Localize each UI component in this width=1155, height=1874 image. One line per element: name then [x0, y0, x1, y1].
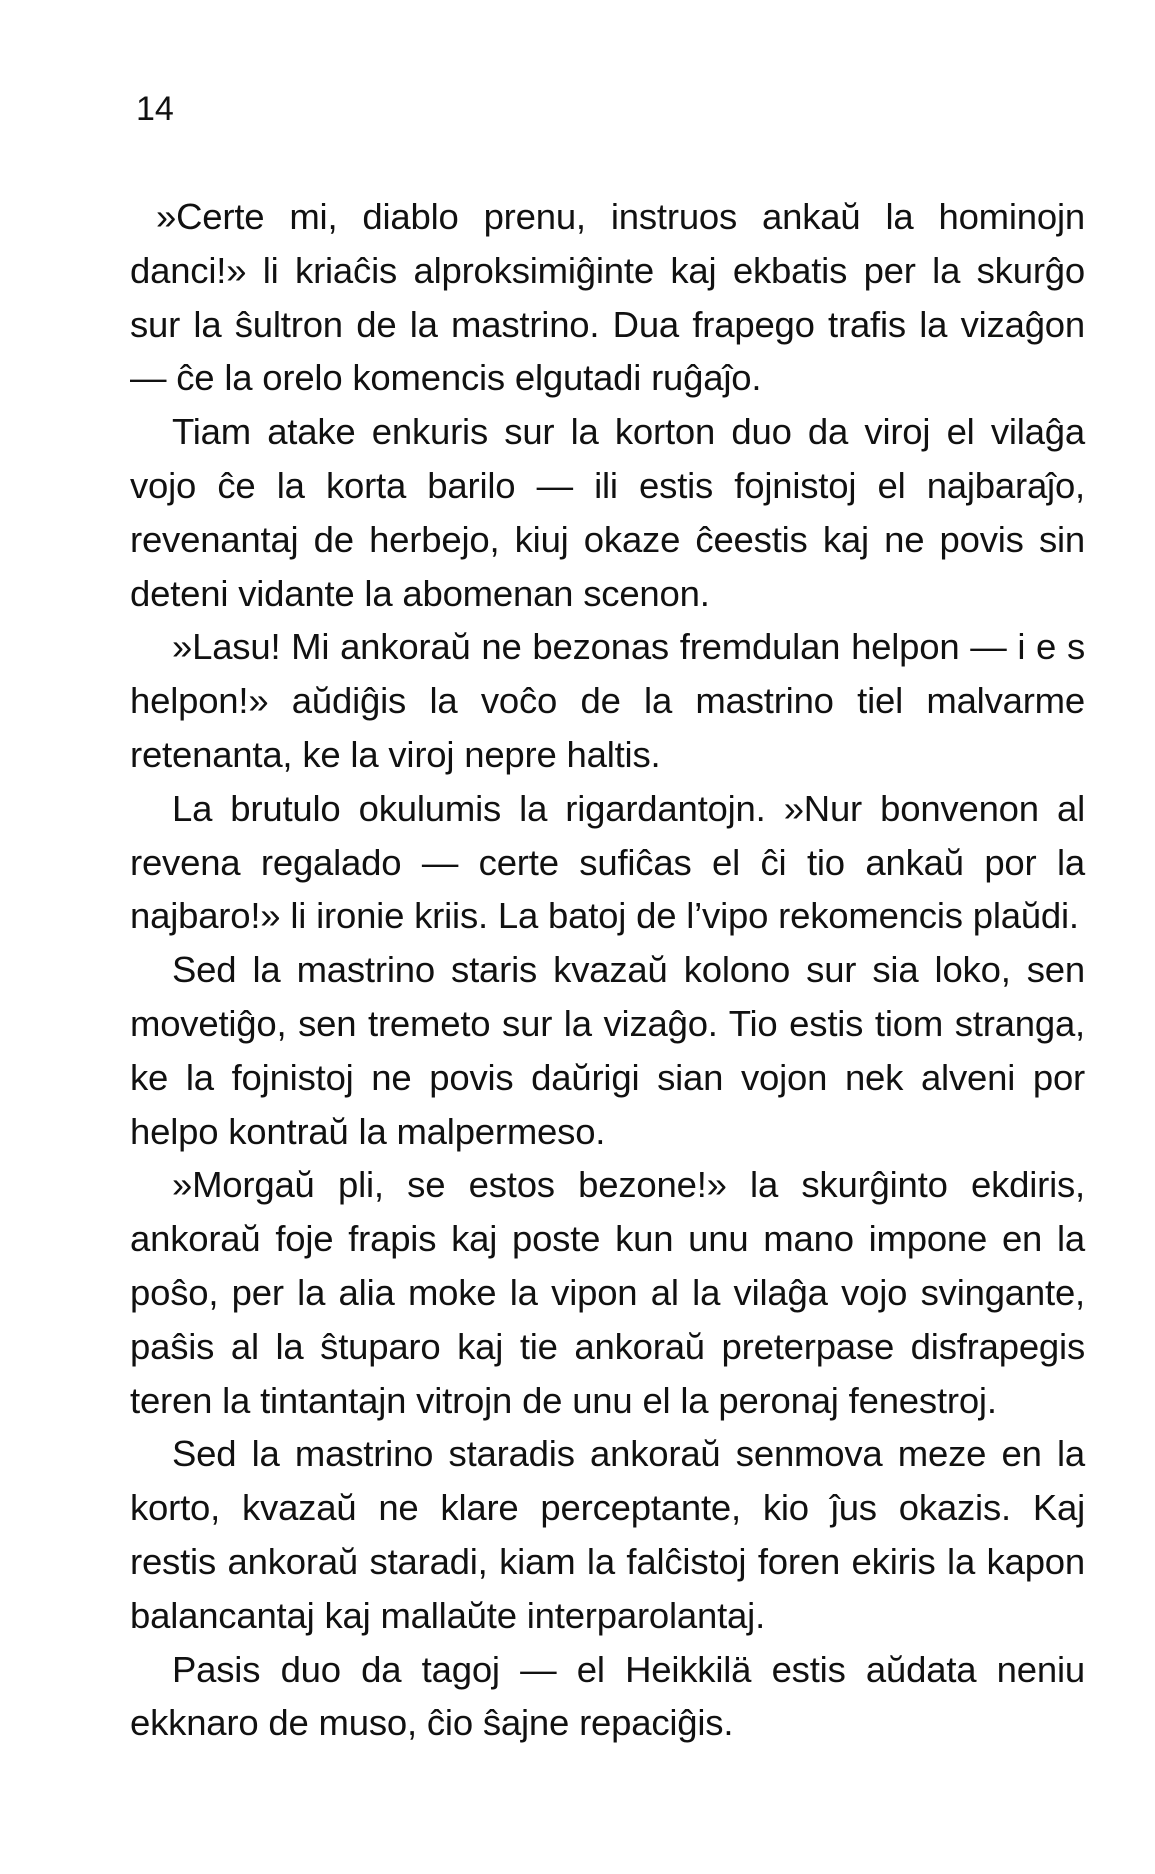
- paragraph: »Certe mi, diablo prenu, instruos ankaŭ la hominojn danci!» li kriaĉis alproksimiĝinte kaj ekbatis per la skurĝo sur la ŝultron de la mastrino. Dua frapego trafis la vizaĝon — ĉe la orelo komencis elgutadi ruĝaĵo.: [130, 196, 1085, 399]
- paragraph: Pasis duo da tagoj — el Heikkilä estis aŭdata neniu ekknaro de muso, ĉio ŝajne repaciĝis.: [130, 1648, 1085, 1744]
- body-text: [130, 190, 1085, 1750]
- paragraph: »Morgaŭ pli, se estos bezone!» la skurĝinto ekdiris, ankoraŭ foje frapis kaj poste kun unu mano impone en la poŝo, per la alia moke la vipon al la vilaĝa vojo svingante, paŝis al la ŝtuparo kaj tie ankoraŭ preterpase disfrapegis teren la tintantajn vitrojn de unu el la peronaj fenestroj.: [130, 1164, 1085, 1421]
- paragraph: Sed la mastrino staris kvazaŭ kolono sur sia loko, sen movetiĝo, sen tremeto sur la vizaĝo. Tio estis tiom stranga, ke la fojnistoj ne povis daŭrigi sian vojon nek alveni por helpo kontraŭ la malpermeso.: [130, 949, 1085, 1152]
- page-number: 14: [136, 90, 174, 128]
- paragraph: La brutulo okulumis la rigardantojn. »Nur bonvenon al revena regalado — certe sufiĉas el ĉi tio ankaŭ por la najbaro!» li ironie kriis. La batoj de l’vipo rekomencis plaŭdi.: [130, 787, 1085, 937]
- paragraph: Tiam atake enkuris sur la korton duo da viroj el vilaĝa vojo ĉe la korta barilo — ili estis fojnistoj el najbaraĵo, revenantaj de herbejo, kiuj okaze ĉeestis kaj ne povis sin deteni vidante la abomenan scenon.: [130, 411, 1085, 614]
- paragraph: »Lasu! Mi ankoraŭ ne bezonas fremdulan helpon — i e s helpon!» aŭdiĝis la voĉo de la mastrino tiel malvarme retenanta, ke la viroj nepre haltis.: [130, 626, 1085, 775]
- paragraph: Sed la mastrino staradis ankoraŭ senmova meze en la korto, kvazaŭ ne klare perceptante, kio ĵus okazis. Kaj restis ankoraŭ staradi, kiam la falĉistoj foren ekiris la kapon balancantaj kaj mallaŭte interparolantaj.: [130, 1433, 1085, 1636]
